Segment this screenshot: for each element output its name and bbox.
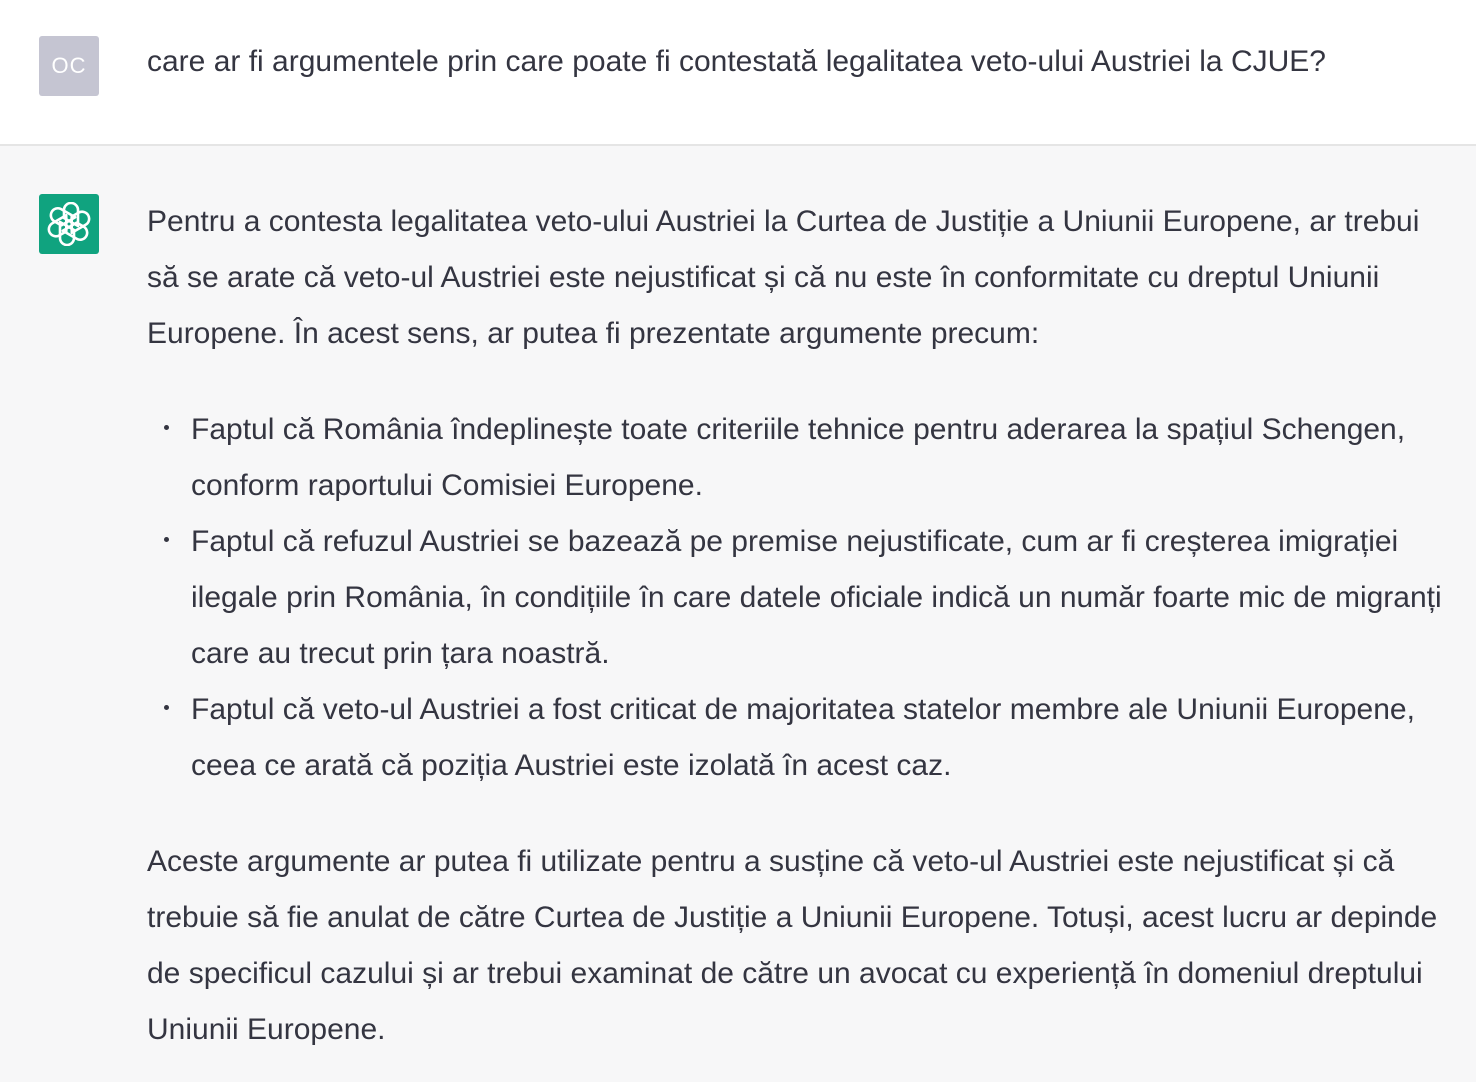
assistant-message-content	[147, 194, 1457, 1058]
openai-logo-icon	[47, 202, 91, 246]
assistant-intro-paragraph: Pentru a contesta legalitatea veto-ului Austriei la Curtea de Justiție a Uniunii Europene, ar trebui să se arate că veto-ul Austriei este nejustificat și că nu este în conformitate cu dreptul Uniunii Europene. În acest sens, ar putea fi prezentate argumente precum:	[147, 205, 1420, 350]
assistant-message-row	[0, 146, 1476, 1082]
user-message-text: care ar fi argumentele prin care poate fi contestată legalitatea veto-ului Austriei la CJUE?	[147, 45, 1326, 78]
list-item: Faptul că România îndeplinește toate criteriile tehnice pentru aderarea la spațiul Schengen, conform raportului Comisiei Europene.	[191, 402, 1457, 514]
assistant-avatar	[39, 194, 99, 254]
argument-list	[147, 402, 1457, 794]
user-avatar: OC	[39, 36, 99, 96]
list-item: Faptul că veto-ul Austriei a fost criticat de majoritatea statelor membre ale Uniunii Europene, ceea ce arată că poziția Austriei este izolată în acest caz.	[191, 682, 1457, 794]
user-message-row	[0, 0, 1476, 146]
assistant-conclusion-paragraph: Aceste argumente ar putea fi utilizate pentru a susține că veto-ul Austriei este nejustificat și că trebuie să fie anulat de către Curtea de Justiție a Uniunii Europene. Totuși, acest lucru ar depinde de specificul cazului și ar trebui examinat de către un avocat cu experiență în domeniul dreptului Uniunii Europene.	[147, 845, 1438, 1046]
list-item: Faptul că refuzul Austriei se bazează pe premise nejustificate, cum ar fi creșterea imigrației ilegale prin România, în condițiile în care datele oficiale indică un număr foarte mic de migranți care au trecut prin țara noastră.	[191, 514, 1457, 682]
